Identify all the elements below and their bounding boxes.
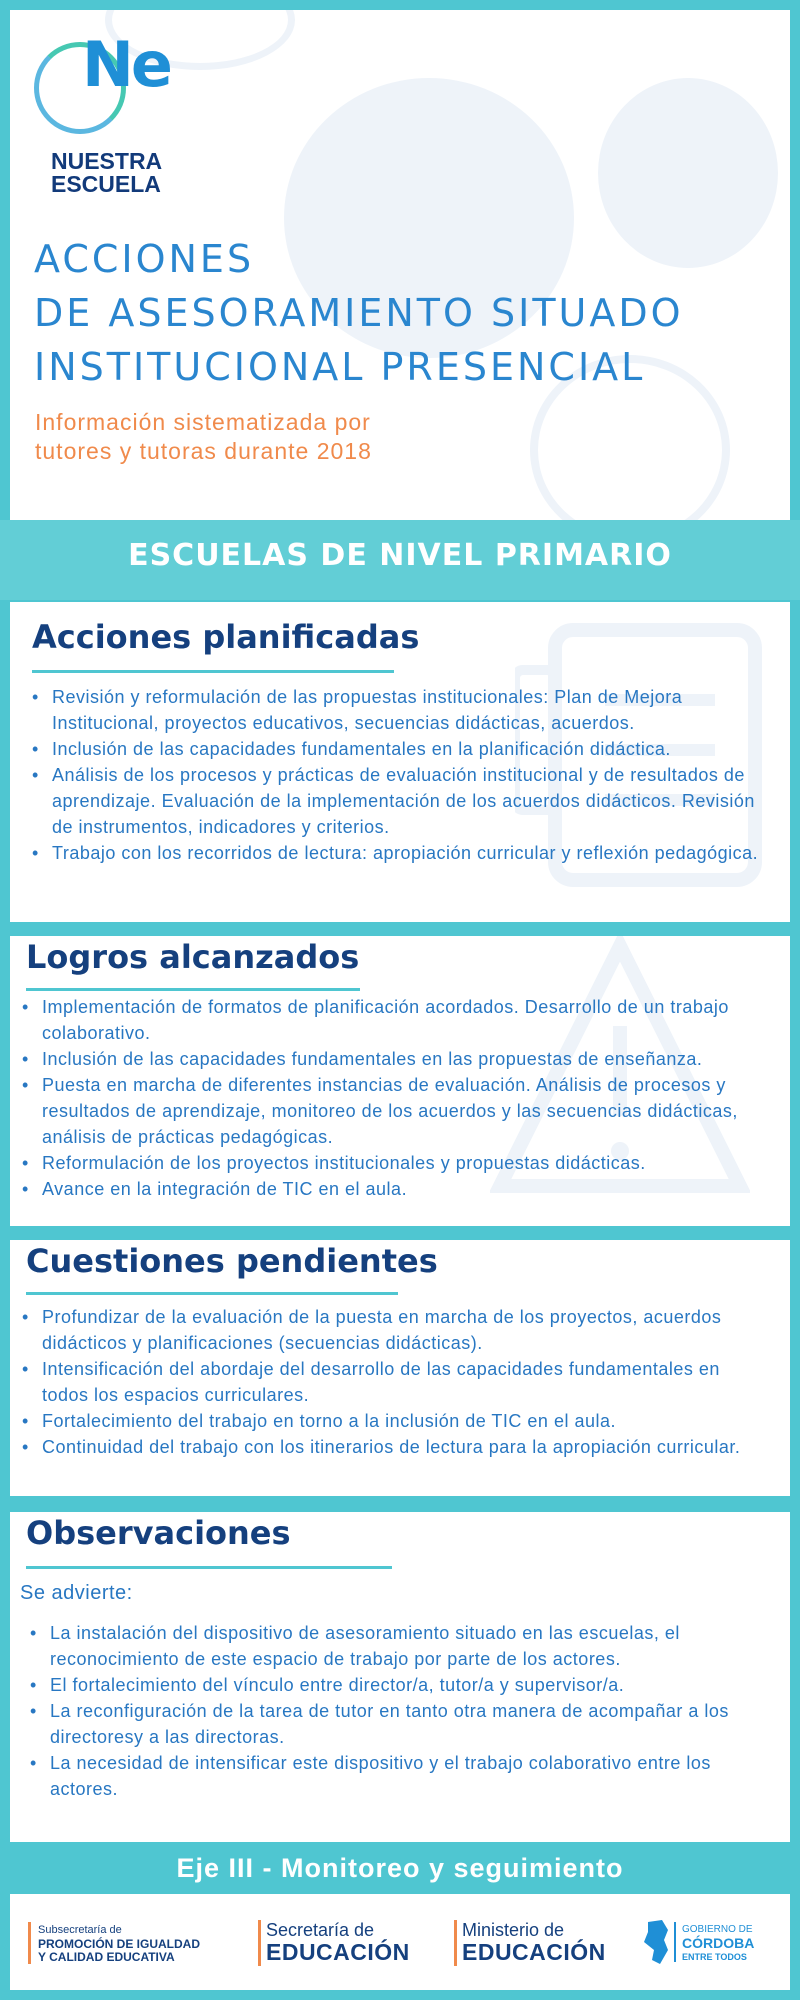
list-item: • La necesidad de intensificar este dispositivo y el trabajo colaborativo entre los actores. [28, 1750, 778, 1802]
observations-intro: Se advierte: [20, 1582, 133, 1604]
logo-sub-line1: Subsecretaría de [38, 1924, 122, 1936]
list-item: • El fortalecimiento del vínculo entre director/a, tutor/a y supervisor/a. [28, 1672, 778, 1698]
section-pending-rule [26, 1292, 398, 1295]
section-planned-rule [32, 670, 394, 673]
section-pending-title: Cuestiones pendientes [26, 1242, 438, 1280]
observations-list [28, 1620, 778, 1802]
planned-list [30, 684, 770, 866]
logo-sub-line2-text: PROMOCIÓN DE IGUALDAD [38, 1937, 200, 1951]
list-item: • Reformulación de los proyectos institucionales y propuestas didácticas. [20, 1150, 785, 1176]
title-line-3: INSTITUCIONAL PRESENCIAL [34, 345, 646, 389]
subtitle-line-2: tutores y tutoras durante 2018 [35, 438, 372, 464]
list-item: • Puesta en marcha de diferentes instancias de evaluación. Análisis de procesos y resultados de aprendizaje, monitoreo de los acuerdos y las secuencias didácticas, análisis de prácticas pedagógicas. [20, 1072, 785, 1150]
logo-gob-line3: ENTRE TODOS [682, 1952, 747, 1962]
logo-ministerio-label: Ministerio de [462, 1920, 565, 1940]
list-item: • Implementación de formatos de planificación acordados. Desarrollo de un trabajo colaborativo. [20, 994, 785, 1046]
divider [28, 1922, 31, 1964]
axis-label: Eje III - Monitoreo y seguimiento [176, 1853, 624, 1883]
list-item: • Avance en la integración de TIC en el aula. [20, 1176, 785, 1202]
list-item: • Intensificación del abordaje del desarrollo de las capacidades fundamentales en todos los espacios curriculares. [20, 1356, 760, 1408]
section-planned-title: Acciones planificadas [32, 618, 420, 656]
list-item: • Revisión y reformulación de las propuestas institucionales: Plan de Mejora Institucional, proyectos educativos, secuencias didácticas, acuerdos. [30, 684, 770, 736]
axis-banner [0, 1844, 800, 1892]
logo-mark: Ne [82, 28, 170, 101]
list-item: • Fortalecimiento del trabajo en torno a la inclusión de TIC en el aula. [20, 1408, 760, 1434]
list-item: • Inclusión de las capacidades fundamentales en la planificación didáctica. [30, 736, 770, 762]
header-panel [10, 10, 790, 520]
level-band-label: ESCUELAS DE NIVEL PRIMARIO [128, 538, 672, 573]
section-observations-title: Observaciones [26, 1514, 291, 1552]
list-item: • Continuidad del trabajo con los itinerarios de lectura para la apropiación curricular. [20, 1434, 760, 1460]
logo-sub-line3-text: Y CALIDAD EDUCATIVA [38, 1950, 175, 1964]
list-item: • Inclusión de las capacidades fundamentales en las propuestas de enseñanza. [20, 1046, 785, 1072]
section-achievements [10, 936, 790, 1226]
subtitle-line-1: Información sistematizada por [35, 409, 371, 435]
footer-logos [10, 1894, 790, 1990]
section-observations [10, 1512, 790, 1842]
title-line-1: ACCIONES [34, 237, 255, 281]
section-achievements-title: Logros alcanzados [26, 938, 360, 976]
list-item: • Trabajo con los recorridos de lectura: apropiación curricular y reflexión pedagógica. [30, 840, 770, 866]
list-item: • La instalación del dispositivo de asesoramiento situado en las escuelas, el reconocimiento de este espacio de trabajo por parte de los actores. [28, 1620, 778, 1672]
divider [258, 1920, 261, 1966]
logo-sub-line3 [38, 1951, 175, 1964]
divider [454, 1920, 457, 1966]
cordoba-map-icon [642, 1920, 670, 1964]
logo-gob-line1: GOBIERNO DE [682, 1924, 753, 1935]
section-achievements-rule [26, 988, 360, 991]
list-item: • Análisis de los procesos y prácticas de evaluación institucional y de resultados de aprendizaje. Evaluación de la implementación de los acuerdos didácticos. Revisión de instrumentos, indicadores y criterios. [30, 762, 770, 840]
section-pending [10, 1240, 790, 1496]
pending-list [20, 1304, 760, 1460]
logo-secretaria-label: Secretaría de [266, 1920, 375, 1940]
section-observations-rule [26, 1566, 392, 1569]
divider [674, 1922, 676, 1962]
section-planned [10, 602, 790, 922]
page-title [34, 232, 684, 394]
logo-name-line2: ESCUELA [51, 171, 161, 197]
logo-gob-line2: CÓRDOBA [682, 1935, 755, 1951]
list-item: • Profundizar de la evaluación de la puesta en marcha de los proyectos, acuerdos didácticos y planificaciones (secuencias didácticas). [20, 1304, 760, 1356]
logo-ministerio-name: EDUCACIÓN [462, 1939, 606, 1965]
title-line-2: DE ASESORAMIENTO SITUADO [34, 291, 684, 335]
list-item: • La reconfiguración de la tarea de tutor en tanto otra manera de acompañar a los directoresy a las directoras. [28, 1698, 778, 1750]
level-band [0, 520, 800, 600]
page-subtitle [35, 408, 372, 466]
logo-secretaria-name: EDUCACIÓN [266, 1939, 410, 1965]
achievements-list [20, 994, 785, 1202]
logo-name-line1: NUESTRA [51, 148, 163, 174]
